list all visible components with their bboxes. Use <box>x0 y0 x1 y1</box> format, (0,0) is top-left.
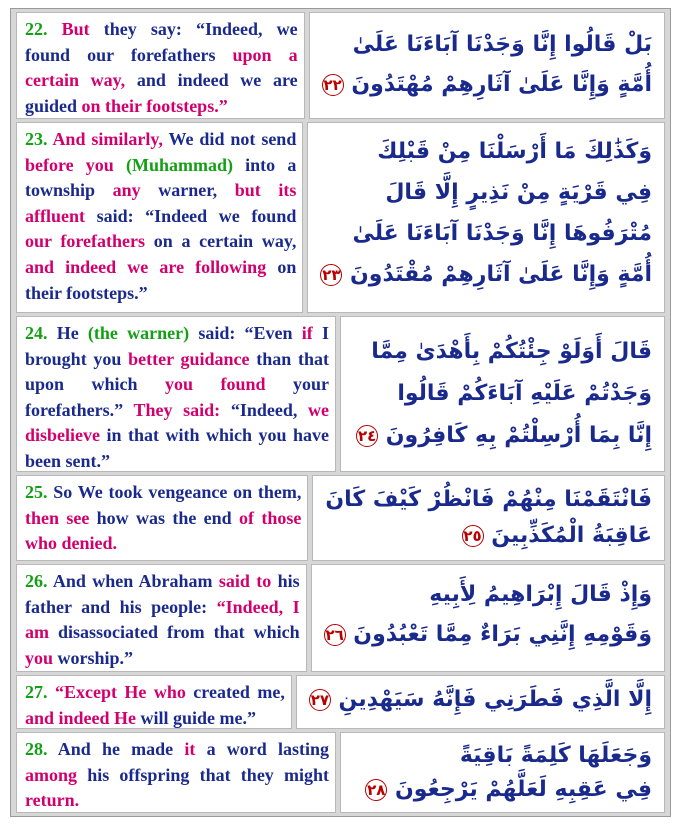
translation-segment: (the warner) <box>87 323 190 343</box>
arabic-text <box>311 564 665 672</box>
arabic-line <box>324 615 652 655</box>
arabic-text <box>340 732 665 813</box>
verse-number-badge: ٢٤ <box>357 427 377 445</box>
translation-segment: of those who denied. <box>25 507 302 554</box>
english-translation <box>16 732 336 813</box>
translation-segment: and his people: <box>71 596 217 617</box>
arabic-line <box>325 518 652 554</box>
arabic-line <box>309 680 652 720</box>
translation-segment: your forefathers.” <box>25 374 329 420</box>
arabic-line-text: وَكَذَٰلِكَ مَا أَرْسَلْنَا مِنْ قَبْلِكَ <box>377 139 652 164</box>
translation-segment: I brought you <box>25 323 329 369</box>
translation-segment: But <box>61 19 104 39</box>
translation-segment: it <box>184 739 196 759</box>
arabic-line-text: أُمَّةٍ وَإِنَّا عَلَىٰ آثَارِهِمْ مُقْتَدُونَ <box>350 262 652 287</box>
translation-segment: We did not send <box>168 129 297 149</box>
translation-segment: how was the end <box>89 507 240 528</box>
translation-segment: And when Abraham <box>52 571 219 591</box>
translation-segment: on their footsteps.” <box>81 95 228 116</box>
translation-segment: warner, <box>140 180 235 201</box>
verse-number-badge: ٢٥ <box>463 527 482 545</box>
translation-segment: “Indeed, I am <box>25 596 300 643</box>
verse-number-badge: ٢٦ <box>325 626 344 644</box>
translation-segment: among <box>25 764 78 785</box>
translation-segment: to <box>249 571 278 591</box>
translation-segment: but its affluent <box>25 180 297 226</box>
translation-segment: better guidance <box>128 348 250 369</box>
arabic-line-text: وَجَدْتُمْ عَلَيْهِ آبَاءَكُمْ قَالُوا <box>397 381 652 406</box>
arabic-text <box>296 675 665 729</box>
translation-segment: than that upon which <box>25 348 330 395</box>
translation-segment: They said: <box>133 399 221 420</box>
verse-row-24 <box>16 316 665 472</box>
arabic-line <box>322 65 652 105</box>
translation-segment: our forefathers <box>25 231 146 252</box>
translation-segment: 22. <box>25 19 62 39</box>
arabic-line <box>320 131 652 172</box>
verse-row-23 <box>16 122 665 313</box>
english-translation <box>16 675 292 729</box>
translation-segment: So We took vengeance on them, <box>53 482 302 502</box>
translation-segment: and indeed we are guided <box>25 70 298 116</box>
arabic-line-text: إِلَّا الَّذِي فَطَرَنِي فَإِنَّهُ سَيَهْدِينِ <box>338 687 652 712</box>
translation-segment: worship.” <box>53 647 134 668</box>
translation-segment: said <box>218 571 250 591</box>
translation-segment: 24. <box>25 323 57 343</box>
verse-row-26 <box>16 564 665 672</box>
translation-segment: on a certain way, <box>145 231 297 252</box>
verse-row-27 <box>16 675 665 729</box>
translation-segment: and indeed we are following <box>25 256 267 277</box>
verse-number-badge: ٢٣ <box>322 266 341 284</box>
arabic-line <box>320 172 652 213</box>
translation-segment: will guide me.” <box>136 707 257 728</box>
arabic-line-text: أُمَّةٍ وَإِنَّا عَلَىٰ آثَارِهِمْ مُهْتَدُونَ <box>351 72 652 97</box>
english-translation <box>16 475 308 561</box>
verse-number-badge: ٢٧ <box>310 691 330 709</box>
translation-segment: and indeed He <box>25 707 137 728</box>
translation-segment: 23. <box>25 129 53 149</box>
english-translation <box>16 564 307 672</box>
translation-segment: (Muhammad) <box>126 154 233 175</box>
translation-segment: then see <box>25 507 90 528</box>
translation-segment: 28. <box>25 739 58 759</box>
translation-segment: before you <box>25 154 126 175</box>
arabic-line-text: مُتْرَفُوهَا إِنَّا وَجَدْنَا آبَاءَنَا عَلَىٰ <box>352 221 652 246</box>
arabic-line <box>353 739 652 773</box>
english-translation <box>16 122 303 313</box>
translation-segment: said: “Even <box>189 323 302 343</box>
arabic-line <box>324 575 652 615</box>
arabic-text <box>312 475 665 561</box>
translation-segment: in that with which you have been sent.” <box>25 425 329 471</box>
translation-segment: any <box>112 180 141 201</box>
arabic-line <box>320 213 652 254</box>
arabic-line <box>322 25 652 65</box>
translation-segment: “Indeed, <box>220 399 308 420</box>
translation-segment: return. <box>25 790 80 811</box>
english-translation <box>16 12 305 119</box>
translation-segment: 26. <box>25 571 53 591</box>
arabic-line-text: فِي عَقِبِهِ لَعَلَّهُمْ يَرْجِعُونَ <box>394 777 652 802</box>
verse-row-25 <box>16 475 665 561</box>
verse-number-badge: ٢٢ <box>323 76 342 94</box>
arabic-line <box>353 373 652 415</box>
translation-segment: his offspring that they might <box>77 764 329 785</box>
translation-segment: upon a certain way, <box>25 44 298 91</box>
verse-row-28 <box>16 732 665 813</box>
arabic-line <box>325 482 652 518</box>
translation-segment: on their footsteps.” <box>25 256 297 303</box>
arabic-text <box>340 316 665 472</box>
translation-segment: we disbelieve <box>25 399 329 446</box>
arabic-line-text: وَإِذْ قَالَ إِبْرَاهِيمُ لِأَبِيهِ <box>429 582 652 607</box>
translation-segment: into a township <box>25 154 297 201</box>
translation-segment: said: “Indeed we found <box>96 205 297 226</box>
translation-segment: his father <box>25 571 300 617</box>
arabic-line <box>353 415 652 457</box>
arabic-text <box>307 122 665 313</box>
translation-segment: disassociated from that which <box>49 622 300 643</box>
arabic-line <box>353 331 652 373</box>
arabic-line-text: بَلْ قَالُوا إِنَّا وَجَدْنَا آبَاءَنَا عَلَىٰ <box>352 32 652 57</box>
arabic-line-text: فِي قَرْيَةٍ مِنْ نَذِيرٍ إِلَّا قَالَ <box>385 180 652 205</box>
verse-table <box>10 8 671 817</box>
translation-segment: And he made <box>57 739 185 759</box>
arabic-line-text: فَانْتَقَمْنَا مِنْهُمْ فَانْظُرْ كَيْفَ كَانَ <box>325 487 652 512</box>
translation-segment: you found <box>165 374 266 395</box>
translation-segment: “Except He who <box>54 682 194 702</box>
translation-segment: And similarly, <box>52 129 169 149</box>
translation-segment: a word lasting <box>195 739 329 759</box>
translation-segment: He <box>56 323 88 343</box>
english-translation <box>16 316 336 472</box>
verse-number-badge: ٢٨ <box>367 781 386 799</box>
arabic-line-text: إِنَّا بِمَا أُرْسِلْتُمْ بِهِ كَافِرُونَ <box>385 423 652 448</box>
translation-segment: created me, <box>193 682 285 702</box>
arabic-line-text: عَاقِبَةُ الْمُكَذِّبِينَ <box>491 523 652 548</box>
arabic-line <box>320 254 652 295</box>
arabic-line <box>353 773 652 807</box>
arabic-line-text: وَجَعَلَهَا كَلِمَةً بَاقِيَةً <box>459 743 652 768</box>
translation-segment: 27. <box>25 682 55 702</box>
arabic-text <box>309 12 665 119</box>
translation-segment: they say: “Indeed, we found our forefathers <box>25 19 298 65</box>
verse-row-22 <box>16 12 665 119</box>
translation-segment: 25. <box>25 482 54 502</box>
translation-segment: if <box>301 323 313 343</box>
translation-segment: you <box>25 647 54 668</box>
arabic-line-text: وَقَوْمِهِ إِنَّنِي بَرَاءٌ مِمَّا تَعْبُدُونَ <box>353 622 652 647</box>
arabic-line-text: قَالَ أَوَلَوْ جِئْتُكُمْ بِأَهْدَىٰ مِمَّا <box>371 339 652 364</box>
